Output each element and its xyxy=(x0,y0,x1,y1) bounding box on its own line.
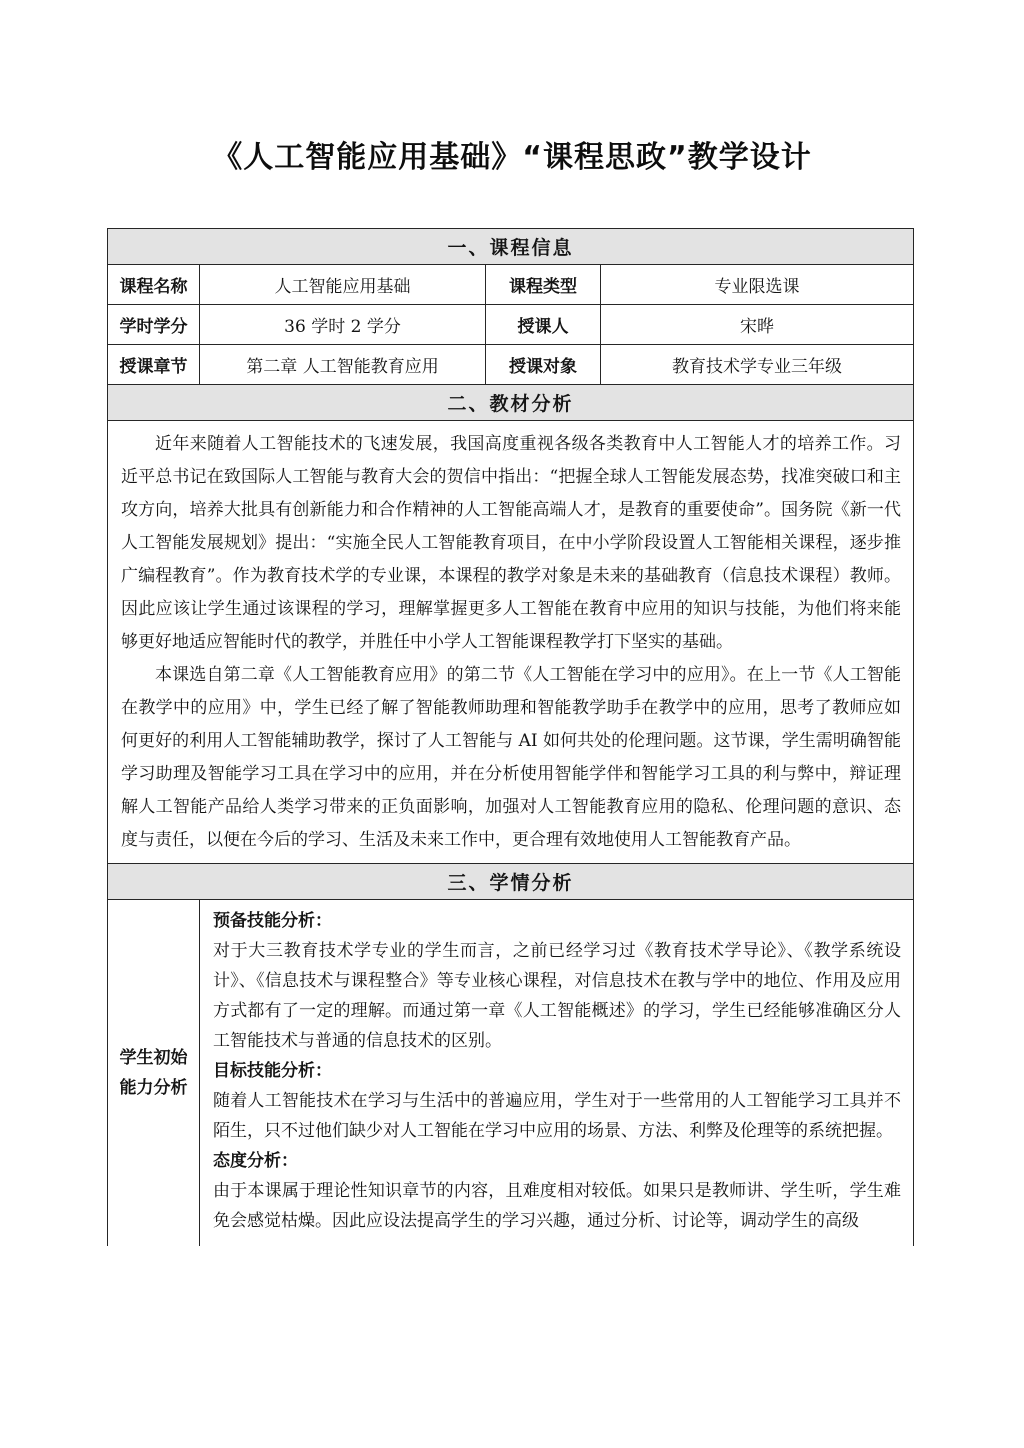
section-header-material-analysis xyxy=(108,385,914,421)
audience-value: 教育技术学专业三年级 xyxy=(601,345,914,385)
page-title: 《人工智能应用基础》“课程思政”教学设计 xyxy=(212,140,812,175)
lesson-design-table xyxy=(107,228,914,1246)
section-header-learner-analysis-label: 三、学情分析 xyxy=(108,864,914,900)
audience-label: 授课对象 xyxy=(486,345,601,385)
credit-hours-label: 学时学分 xyxy=(108,305,200,345)
section-header-course-info-label: 一、课程信息 xyxy=(108,229,914,265)
table-row xyxy=(108,345,914,385)
learner-analysis-cell xyxy=(200,900,914,1247)
target-skills-text: 随着人工智能技术在学习与生活中的普遍应用，学生对于一些常用的人工智能学习工具并不陌生，只不过他们缺少对人工智能在学习中应用的场景、方法、利弊及伦理等的系统把握。 xyxy=(213,1091,902,1141)
table-row xyxy=(108,900,914,1247)
chapter-value: 第二章 人工智能教育应用 xyxy=(200,345,486,385)
material-analysis-cell xyxy=(108,421,914,864)
course-name-value: 人工智能应用基础 xyxy=(200,265,486,305)
attitude-analysis-text: 由于本课属于理论性知识章节的内容，且难度相对较低。如果只是教师讲、学生听，学生难免会感觉枯燥。因此应设法提高学生的学习兴趣，通过分析、讨论等，调动学生的高级 xyxy=(213,1181,902,1231)
lecturer-value: 宋晔 xyxy=(601,305,914,345)
chapter-label: 授课章节 xyxy=(108,345,200,385)
course-type-value: 专业限选课 xyxy=(601,265,914,305)
table-row xyxy=(108,421,914,864)
credit-hours-value: 36 学时 2 学分 xyxy=(200,305,486,345)
material-analysis-paragraph: 近年来随着人工智能技术的飞速发展，我国高度重视各级各类教育中人工智能人才的培养工作。习近平总书记在致国际人工智能与教育大会的贺信中指出：“把握全球人工智能发展态势，找准突破口和主攻方向，培养大批具有创新能力和合作精神的人工智能高端人才，是教育的重要使命”。国务院《新一代人工智能发展规划》提出：“实施全民人工智能教育项目，在中小学阶段设置人工智能相关课程，逐步推广编程教育”。作为教育技术学的专业课，本课程的教学对象是未来的基础教育（信息技术课程）教师。因此应该让学生通过该课程的学习，理解掌握更多人工智能在教育中应用的知识与技能，为他们将来能够更好地适应智能时代的教学，并胜任中小学人工智能课程教学打下坚实的基础。 xyxy=(121,434,902,652)
table-row xyxy=(108,305,914,345)
prerequisite-skills-heading: 预备技能分析： xyxy=(213,911,332,931)
target-skills-heading: 目标技能分析： xyxy=(213,1061,332,1081)
learner-ability-row-label: 学生初始能力分析 xyxy=(108,900,200,1247)
course-type-label: 课程类型 xyxy=(486,265,601,305)
material-analysis-paragraph: 本课选自第二章《人工智能教育应用》的第二节《人工智能在学习中的应用》。在上一节《人工智能在教学中的应用》中，学生已经了解了智能教师助理和智能教学助手在教学中的应用，思考了教师应如何更好的利用人工智能辅助教学，探讨了人工智能与 AI 如何共处的伦理问题。这节课，学生需明确智能学习助理及智能学习工具在学习中的应用，并在分析使用智能学伴和智能学习工具的利与弊中，辩证理解人工智能产品给人类学习带来的正负面影响，加强对人工智能教育应用的隐私、伦理问题的意识、态度与责任，以便在今后的学习、生活及未来工作中，更合理有效地使用人工智能教育产品。 xyxy=(121,665,902,850)
section-header-learner-analysis xyxy=(108,864,914,900)
lecturer-label: 授课人 xyxy=(486,305,601,345)
section-header-material-analysis-label: 二、教材分析 xyxy=(108,385,914,421)
attitude-analysis-heading: 态度分析： xyxy=(213,1151,298,1171)
table-row xyxy=(108,265,914,305)
prerequisite-skills-text: 对于大三教育技术学专业的学生而言，之前已经学习过《教育技术学导论》、《教学系统设计》、《信息技术与课程整合》等专业核心课程，对信息技术在教与学中的地位、作用及应用方式都有了一定的理解。而通过第一章《人工智能概述》的学习，学生已经能够准确区分人工智能技术与普通的信息技术的区别。 xyxy=(213,941,902,1051)
course-name-label: 课程名称 xyxy=(108,265,200,305)
section-header-course-info xyxy=(108,229,914,265)
